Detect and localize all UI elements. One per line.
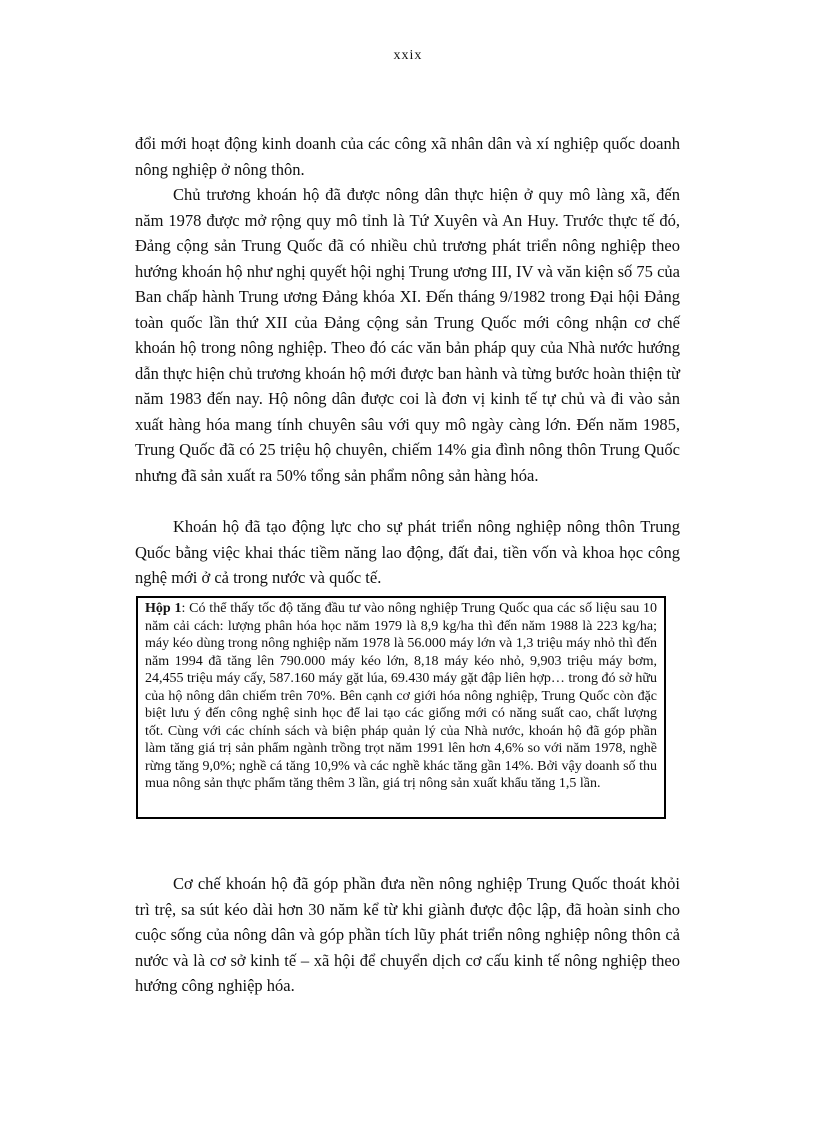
paragraph-conclusion (135, 871, 680, 1007)
box-label: Hộp 1 (145, 601, 182, 616)
paragraph-text: Khoán hộ đã tạo động lực cho sự phát triển nông nghiệp nông thôn Trung Quốc bằng việc khai thác tiềm năng lao động, đất đai, tiền vốn và khoa học công nghệ mới ở cả trong nước và quốc tế. (135, 517, 680, 587)
paragraph-text: Cơ chế khoán hộ đã góp phần đưa nền nông nghiệp Trung Quốc thoát khỏi trì trệ, sa sút kéo dài hơn 30 năm kể từ khi giành được độc lập, đã hoàn sinh cho cuộc sống của nông dân và góp phần tích lũy phát triển nông nghiệp nông thôn cả nước và là cơ sở kinh tế – xã hội để chuyển dịch cơ cấu kinh tế nông nghiệp theo hướng công nghiệp hóa. (135, 874, 680, 995)
page-number: xxix (393, 48, 423, 63)
box-text: : Có thể thấy tốc độ tăng đầu tư vào nông nghiệp Trung Quốc qua các số liệu sau 10 năm cải cách: lượng phân hóa học năm 1979 là 8,9 kg/ha thì đến năm 1988 là 223 kg/ha; máy kéo dùng trong nông nghiệp năm 1978 là 56.000 máy lớn và 1,3 triệu máy nhỏ thì đến năm 1994 đã tăng lên 790.000 máy kéo lớn, 8,18 máy kéo nhỏ, 9,903 triệu máy bơm, 24,455 triệu máy cấy, 587.160 máy gặt lúa, 69.430 máy gặt đập liên hợp… trong đó sở hữu của hộ nông dân chiếm trên 70%. Bên cạnh cơ giới hóa nông nghiệp, Trung Quốc còn đặc biệt lưu ý đến công nghệ sinh học để lai tạo các giống mới có năng suất cao, chất lượng tốt. Cùng với các chính sách và biện pháp quản lý của Nhà nước, khoán hộ đã góp phần làm tăng giá trị sản phẩm ngành trồng trọt năm 1991 lên hơn 4,6% so với năm 1978, nghề rừng tăng 9,0%; nghề cá tăng 10,9% và các nghề khác tăng gần 14%. Bởi vậy doanh số thu mua nông sản thực phẩm tăng thêm 3 lần, giá trị nông sản xuất khẩu tăng 1,5 lần. (145, 601, 657, 791)
paragraph-text: Chủ trương khoán hộ đã được nông dân thực hiện ở quy mô làng xã, đến năm 1978 được mở rộng quy mô tỉnh là Tứ Xuyên và An Huy. Trước thực tế đó, Đảng cộng sản Trung Quốc đã có nhiều chủ trương phát triển nông nghiệp theo hướng khoán hộ như nghị quyết hội nghị Trung ương III, IV và văn kiện số 75 của Ban chấp hành Trung ương Đảng khóa XI. Đến tháng 9/1982 trong Đại hội Đảng toàn quốc lần thứ XII của Đảng cộng sản Trung Quốc mới công nhận cơ chế khoán hộ trong nông nghiệp. Theo đó các văn bản pháp quy của Nhà nước hướng dẫn thực hiện chủ trương khoán hộ mới được ban hành và từng bước hoàn thiện từ năm 1983 đến nay. Hộ nông dân được coi là đơn vị kinh tế tự chủ và đi vào sản xuất hàng hóa mang tính chuyên sâu với quy mô ngày càng lớn. Đến năm 1985, Trung Quốc đã có 25 triệu hộ chuyên, chiếm 14% gia đình nông thôn Trung Quốc nhưng đã sản xuất ra 50% tổng sản phẩm nông sản hàng hóa. (135, 185, 680, 485)
paragraph-text: đổi mới hoạt động kinh doanh của các công xã nhân dân và xí nghiệp quốc doanh nông nghiệp ở nông thôn. (135, 134, 680, 179)
paragraph-household-contract (135, 182, 680, 496)
paragraph-motivation (135, 514, 680, 599)
info-box (136, 596, 666, 819)
